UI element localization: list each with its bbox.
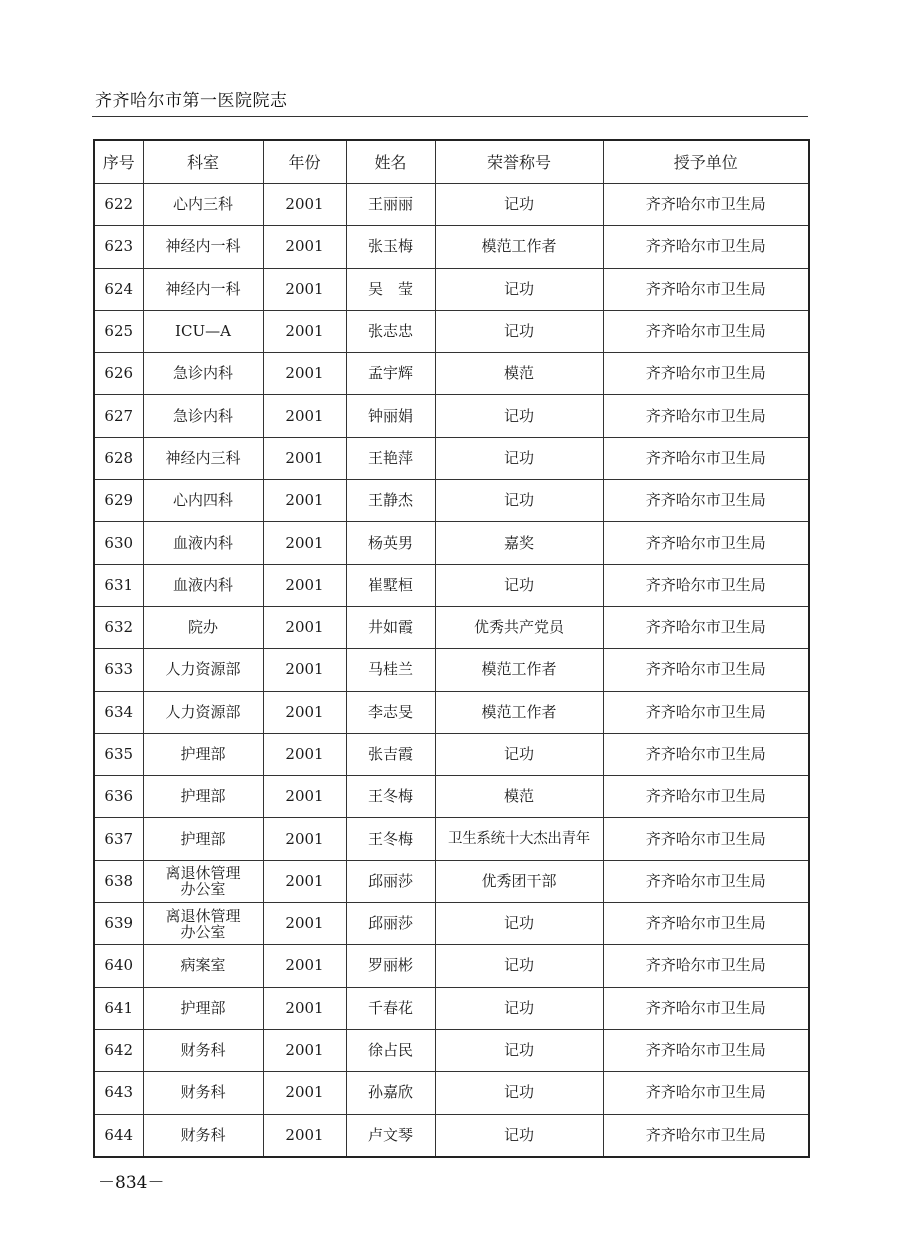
cell-department: 心内四科	[143, 480, 263, 522]
cell-name: 张志忠	[346, 310, 435, 352]
cell-department: 血液内科	[143, 522, 263, 564]
cell-department: 离退休管理 办公室	[143, 860, 263, 902]
cell-department: 护理部	[143, 987, 263, 1029]
cell-awarding-unit: 齐齐哈尔市卫生局	[603, 310, 809, 352]
cell-year: 2001	[263, 522, 346, 564]
table-row	[94, 522, 809, 564]
cell-year: 2001	[263, 987, 346, 1029]
cell-awarding-unit: 齐齐哈尔市卫生局	[603, 1029, 809, 1071]
cell-honor: 卫生系统十大杰出青年	[435, 818, 603, 860]
table-row	[94, 310, 809, 352]
table-row	[94, 226, 809, 268]
cell-index: 638	[94, 860, 143, 902]
cell-index: 628	[94, 437, 143, 479]
cell-honor: 记功	[435, 945, 603, 987]
cell-department: 离退休管理 办公室	[143, 903, 263, 945]
cell-department: 财务科	[143, 1072, 263, 1114]
cell-honor: 模范	[435, 776, 603, 818]
cell-name: 千春花	[346, 987, 435, 1029]
table-row	[94, 733, 809, 775]
cell-name: 吴 莹	[346, 268, 435, 310]
cell-index: 630	[94, 522, 143, 564]
cell-honor: 记功	[435, 1114, 603, 1157]
cell-name: 马桂兰	[346, 649, 435, 691]
table-row	[94, 1029, 809, 1071]
table-row	[94, 437, 809, 479]
table-row	[94, 606, 809, 648]
cell-index: 631	[94, 564, 143, 606]
cell-name: 王冬梅	[346, 776, 435, 818]
cell-name: 卢文琴	[346, 1114, 435, 1157]
table-row	[94, 776, 809, 818]
cell-year: 2001	[263, 268, 346, 310]
cell-index: 626	[94, 353, 143, 395]
cell-honor: 记功	[435, 987, 603, 1029]
cell-awarding-unit: 齐齐哈尔市卫生局	[603, 268, 809, 310]
cell-name: 邱丽莎	[346, 860, 435, 902]
cell-awarding-unit: 齐齐哈尔市卫生局	[603, 480, 809, 522]
cell-index: 640	[94, 945, 143, 987]
cell-honor: 记功	[435, 184, 603, 226]
cell-year: 2001	[263, 226, 346, 268]
table-row	[94, 860, 809, 902]
cell-department: ICU—A	[143, 310, 263, 352]
cell-honor: 模范工作者	[435, 226, 603, 268]
cell-honor: 记功	[435, 564, 603, 606]
cell-year: 2001	[263, 353, 346, 395]
cell-year: 2001	[263, 733, 346, 775]
cell-year: 2001	[263, 437, 346, 479]
cell-year: 2001	[263, 1029, 346, 1071]
table-row	[94, 184, 809, 226]
cell-index: 641	[94, 987, 143, 1029]
cell-index: 627	[94, 395, 143, 437]
cell-honor: 模范工作者	[435, 691, 603, 733]
cell-index: 644	[94, 1114, 143, 1157]
cell-honor: 嘉奖	[435, 522, 603, 564]
cell-awarding-unit: 齐齐哈尔市卫生局	[603, 945, 809, 987]
cell-awarding-unit: 齐齐哈尔市卫生局	[603, 649, 809, 691]
cell-index: 634	[94, 691, 143, 733]
cell-name: 张吉霞	[346, 733, 435, 775]
cell-honor: 优秀共产党员	[435, 606, 603, 648]
cell-department: 护理部	[143, 733, 263, 775]
cell-department: 急诊内科	[143, 395, 263, 437]
cell-awarding-unit: 齐齐哈尔市卫生局	[603, 776, 809, 818]
honors-table-container	[93, 139, 808, 1158]
cell-name: 孟宇辉	[346, 353, 435, 395]
cell-name: 李志旻	[346, 691, 435, 733]
cell-department: 神经内一科	[143, 268, 263, 310]
cell-department: 护理部	[143, 776, 263, 818]
cell-department: 财务科	[143, 1029, 263, 1071]
cell-department: 院办	[143, 606, 263, 648]
cell-department: 人力资源部	[143, 691, 263, 733]
cell-year: 2001	[263, 1114, 346, 1157]
cell-awarding-unit: 齐齐哈尔市卫生局	[603, 691, 809, 733]
cell-awarding-unit: 齐齐哈尔市卫生局	[603, 226, 809, 268]
cell-awarding-unit: 齐齐哈尔市卫生局	[603, 522, 809, 564]
cell-awarding-unit: 齐齐哈尔市卫生局	[603, 437, 809, 479]
cell-index: 624	[94, 268, 143, 310]
cell-name: 王静杰	[346, 480, 435, 522]
cell-honor: 记功	[435, 395, 603, 437]
cell-index: 637	[94, 818, 143, 860]
cell-name: 孙嘉欣	[346, 1072, 435, 1114]
table-row	[94, 945, 809, 987]
cell-name: 王冬梅	[346, 818, 435, 860]
cell-year: 2001	[263, 1072, 346, 1114]
cell-department: 神经内一科	[143, 226, 263, 268]
cell-name: 邱丽莎	[346, 903, 435, 945]
cell-index: 643	[94, 1072, 143, 1114]
cell-honor: 记功	[435, 310, 603, 352]
cell-index: 623	[94, 226, 143, 268]
cell-name: 钟丽娟	[346, 395, 435, 437]
table-row	[94, 564, 809, 606]
cell-honor: 记功	[435, 1029, 603, 1071]
cell-department: 神经内三科	[143, 437, 263, 479]
cell-name: 王丽丽	[346, 184, 435, 226]
cell-index: 635	[94, 733, 143, 775]
cell-awarding-unit: 齐齐哈尔市卫生局	[603, 860, 809, 902]
cell-awarding-unit: 齐齐哈尔市卫生局	[603, 564, 809, 606]
table-row	[94, 987, 809, 1029]
column-header-honor: 荣誉称号	[435, 140, 603, 184]
column-header-awarding-unit: 授予单位	[603, 140, 809, 184]
header-divider	[92, 116, 808, 117]
cell-awarding-unit: 齐齐哈尔市卫生局	[603, 606, 809, 648]
cell-year: 2001	[263, 480, 346, 522]
cell-year: 2001	[263, 903, 346, 945]
column-header-department: 科室	[143, 140, 263, 184]
cell-awarding-unit: 齐齐哈尔市卫生局	[603, 987, 809, 1029]
cell-index: 622	[94, 184, 143, 226]
cell-honor: 模范	[435, 353, 603, 395]
cell-department: 人力资源部	[143, 649, 263, 691]
cell-awarding-unit: 齐齐哈尔市卫生局	[603, 818, 809, 860]
cell-honor: 记功	[435, 733, 603, 775]
table-row	[94, 480, 809, 522]
cell-awarding-unit: 齐齐哈尔市卫生局	[603, 353, 809, 395]
cell-name: 杨英男	[346, 522, 435, 564]
cell-year: 2001	[263, 649, 346, 691]
cell-department: 急诊内科	[143, 353, 263, 395]
cell-index: 636	[94, 776, 143, 818]
table-row	[94, 268, 809, 310]
cell-name: 罗丽彬	[346, 945, 435, 987]
cell-department: 护理部	[143, 818, 263, 860]
cell-department: 心内三科	[143, 184, 263, 226]
cell-honor: 模范工作者	[435, 649, 603, 691]
cell-awarding-unit: 齐齐哈尔市卫生局	[603, 733, 809, 775]
cell-index: 639	[94, 903, 143, 945]
cell-index: 642	[94, 1029, 143, 1071]
cell-name: 张玉梅	[346, 226, 435, 268]
column-header-index: 序号	[94, 140, 143, 184]
cell-awarding-unit: 齐齐哈尔市卫生局	[603, 1072, 809, 1114]
cell-index: 633	[94, 649, 143, 691]
cell-year: 2001	[263, 395, 346, 437]
cell-honor: 记功	[435, 903, 603, 945]
table-row	[94, 903, 809, 945]
table-row	[94, 353, 809, 395]
table-header-row	[94, 140, 809, 184]
cell-honor: 记功	[435, 437, 603, 479]
table-row	[94, 818, 809, 860]
cell-year: 2001	[263, 945, 346, 987]
table-body	[94, 184, 809, 1157]
table-row	[94, 1114, 809, 1157]
cell-awarding-unit: 齐齐哈尔市卫生局	[603, 184, 809, 226]
page-header-title: 齐齐哈尔市第一医院院志	[95, 91, 288, 111]
cell-name: 井如霞	[346, 606, 435, 648]
cell-department: 财务科	[143, 1114, 263, 1157]
cell-year: 2001	[263, 691, 346, 733]
cell-year: 2001	[263, 310, 346, 352]
table-row	[94, 649, 809, 691]
cell-honor: 记功	[435, 1072, 603, 1114]
cell-honor: 优秀团干部	[435, 860, 603, 902]
cell-honor: 记功	[435, 268, 603, 310]
cell-awarding-unit: 齐齐哈尔市卫生局	[603, 1114, 809, 1157]
cell-name: 崔墅桓	[346, 564, 435, 606]
column-header-year: 年份	[263, 140, 346, 184]
cell-name: 徐占民	[346, 1029, 435, 1071]
table-row	[94, 395, 809, 437]
cell-year: 2001	[263, 860, 346, 902]
cell-year: 2001	[263, 818, 346, 860]
cell-year: 2001	[263, 776, 346, 818]
cell-index: 625	[94, 310, 143, 352]
table-row	[94, 1072, 809, 1114]
honors-table	[93, 139, 810, 1158]
cell-awarding-unit: 齐齐哈尔市卫生局	[603, 395, 809, 437]
cell-year: 2001	[263, 184, 346, 226]
cell-year: 2001	[263, 606, 346, 648]
cell-index: 632	[94, 606, 143, 648]
column-header-name: 姓名	[346, 140, 435, 184]
cell-name: 王艳萍	[346, 437, 435, 479]
cell-year: 2001	[263, 564, 346, 606]
cell-index: 629	[94, 480, 143, 522]
cell-department: 病案室	[143, 945, 263, 987]
cell-honor: 记功	[435, 480, 603, 522]
table-row	[94, 691, 809, 733]
cell-awarding-unit: 齐齐哈尔市卫生局	[603, 903, 809, 945]
cell-department: 血液内科	[143, 564, 263, 606]
page-number: －834－	[98, 1173, 165, 1193]
